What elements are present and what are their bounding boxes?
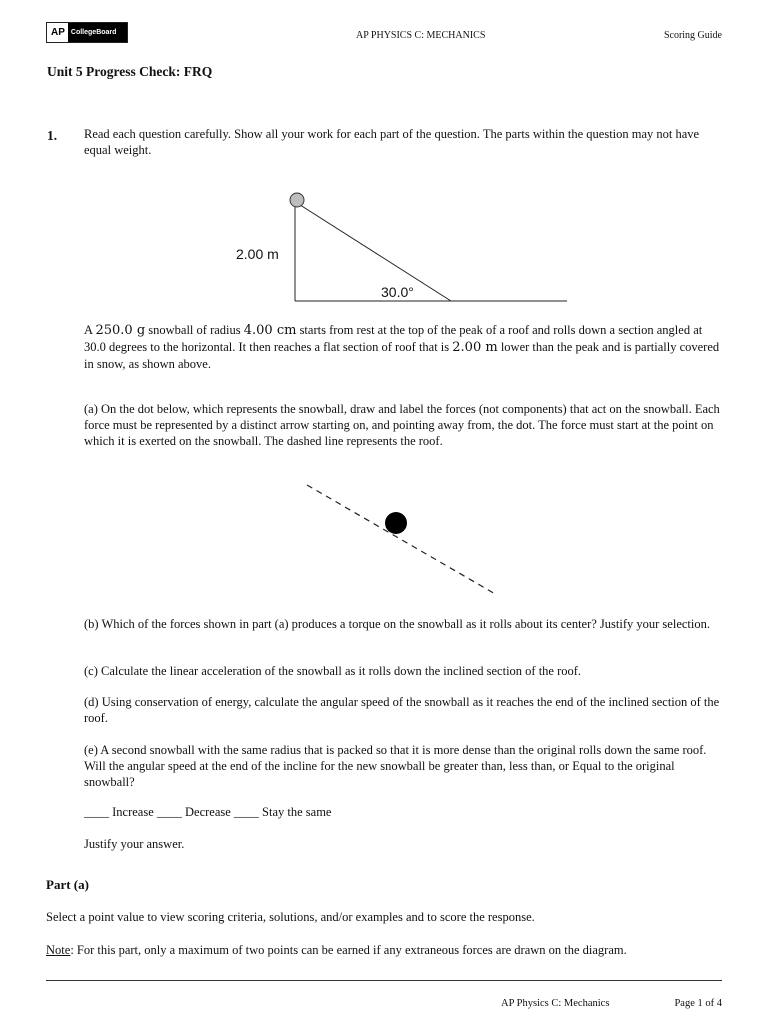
note-text: : For this part, only a maximum of two points can be earned if any extraneous forces are drawn on the diagram. <box>70 943 627 957</box>
height-label: 2.00 m <box>236 246 279 262</box>
height-drop: 2.00 m <box>452 340 498 355</box>
snowball-mass: 250.0 g <box>95 323 146 338</box>
footer-page-number: Page 1 of 4 <box>674 998 722 1009</box>
footer-course: AP Physics C: Mechanics <box>501 998 610 1009</box>
page-title: Unit 5 Progress Check: FRQ <box>47 64 213 79</box>
angle-label: 30.0° <box>381 284 414 300</box>
note-label: Note <box>46 943 71 957</box>
part-e-prompt: (e) A second snowball with the same radius that is packed so that it is more dense than the original rolls down the same roof. Will the angular speed at the end of the incline for the new snowball be greater than, less than, or Equal to the original snowball? <box>84 743 707 789</box>
free-body-diagram <box>0 470 768 610</box>
roof-incline-line <box>297 203 451 301</box>
snowball-circle <box>290 193 304 207</box>
snowball-dot <box>385 512 407 534</box>
scoring-part-heading: Part (a) <box>46 877 89 892</box>
part-e-choices: ____ Increase ____ Decrease ____ Stay the same <box>84 805 332 819</box>
footer-divider <box>46 980 722 981</box>
desc-text-2: snowball of radius <box>145 323 244 337</box>
logo-collegeboard-text: CollegeBoard <box>68 23 127 42</box>
desc-text-1: A <box>84 323 96 337</box>
header-course-title: AP PHYSICS C: MECHANICS <box>356 30 486 41</box>
logo-ap-text: AP <box>47 23 68 42</box>
part-c-prompt: (c) Calculate the linear acceleration of the snowball as it rolls down the inclined section of the roof. <box>84 664 582 678</box>
scoring-note <box>46 942 726 958</box>
problem-description <box>84 322 724 372</box>
part-b-prompt: (b) Which of the forces shown in part (a) produces a torque on the snowball as it rolls about its center? Justify your selection. <box>84 617 710 631</box>
part-a-prompt: (a) On the dot below, which represents the snowball, draw and label the forces (not components) that act on the snowball. Each force must be represented by a distinct arrow starting on, and pointing away from, the dot. The force must start at the point on which it is exerted on the snowball. The dashed line represents the roof. <box>84 402 720 448</box>
snowball-radius: 4.00 cm <box>243 323 297 338</box>
question-instructions: Read each question carefully. Show all your work for each part of the question. The parts within the question may not have equal weight. <box>84 127 700 157</box>
part-e-justify: Justify your answer. <box>84 837 185 851</box>
desc-text-3: starts from rest at the top of the peak of a roof and rolls down a section angled at 30.0 degrees to the horizontal. It then reaches a flat section of roof that is <box>84 323 703 354</box>
desc-text-4: lower than the peak and is partially covered in snow, as shown above. <box>84 340 720 371</box>
header-scoring-guide: Scoring Guide <box>663 30 722 41</box>
roof-dashed-line <box>307 485 497 595</box>
part-d-prompt: (d) Using conservation of energy, calculate the angular speed of the snowball as it reaches the end of the inclined section of the roof. <box>84 695 720 725</box>
question-number: 1. <box>47 128 58 143</box>
scoring-instructions: Select a point value to view scoring criteria, solutions, and/or examples and to score the response. <box>46 910 535 924</box>
roof-incline-diagram <box>0 0 768 320</box>
